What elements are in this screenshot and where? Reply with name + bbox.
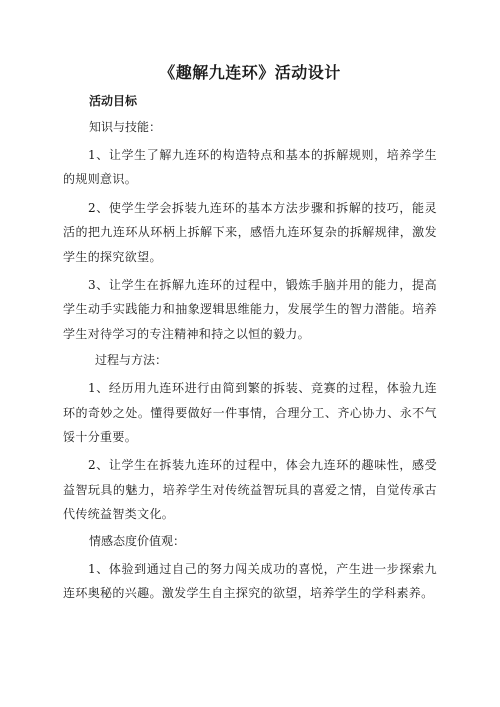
- paragraph-knowledge-2: 2、使学生学会拆装九连环的基本方法步骤和拆解的技巧，能灵活的把九连环从环柄上拆解下来，感悟九连环复杂的拆解规律，激发学生的探究欲望。: [63, 200, 437, 264]
- subheading-process-methods: 过程与方法：: [95, 353, 168, 368]
- subheading-knowledge-skills: 知识与技能：: [89, 120, 162, 134]
- paragraph-emotion-1: 1、体验到通过自己的努力闯关成功的喜悦，产生进一步探索九连环奥秘的兴趣。激发学生自主探究的欲望，培养学生的学科素养。: [63, 561, 437, 601]
- paragraph-process-1: 1、经历用九连环进行由简到繁的拆装、竞赛的过程，体验九连环的奇妙之处。懂得要做好一件事情，合理分工、齐心协力、永不气馁十分重要。: [63, 381, 437, 445]
- paragraph-knowledge-3: 3、让学生在拆解九连环的过程中，锻炼手脑并用的能力，提高学生动手实践能力和抽象逻辑思维能力，发展学生的智力潜能。培养学生对待学习的专注精神和持之以恒的毅力。: [63, 278, 437, 341]
- paragraph-process-2: 2、让学生在拆装九连环的过程中，体会九连环的趣味性，感受益智玩具的魅力，培养学生对传统益智玩具的喜爱之情，自觉传承古代传统益智类文化。: [63, 458, 437, 522]
- paragraph-knowledge-1: 1、让学生了解九连环的构造特点和基本的拆解规则，培养学生的规则意识。: [63, 148, 437, 187]
- document-title: 《趣解九连环》活动设计: [159, 63, 341, 82]
- subheading-emotion-values: 情感态度价值观：: [89, 533, 186, 548]
- section-heading-objectives: 活动目标: [89, 94, 138, 108]
